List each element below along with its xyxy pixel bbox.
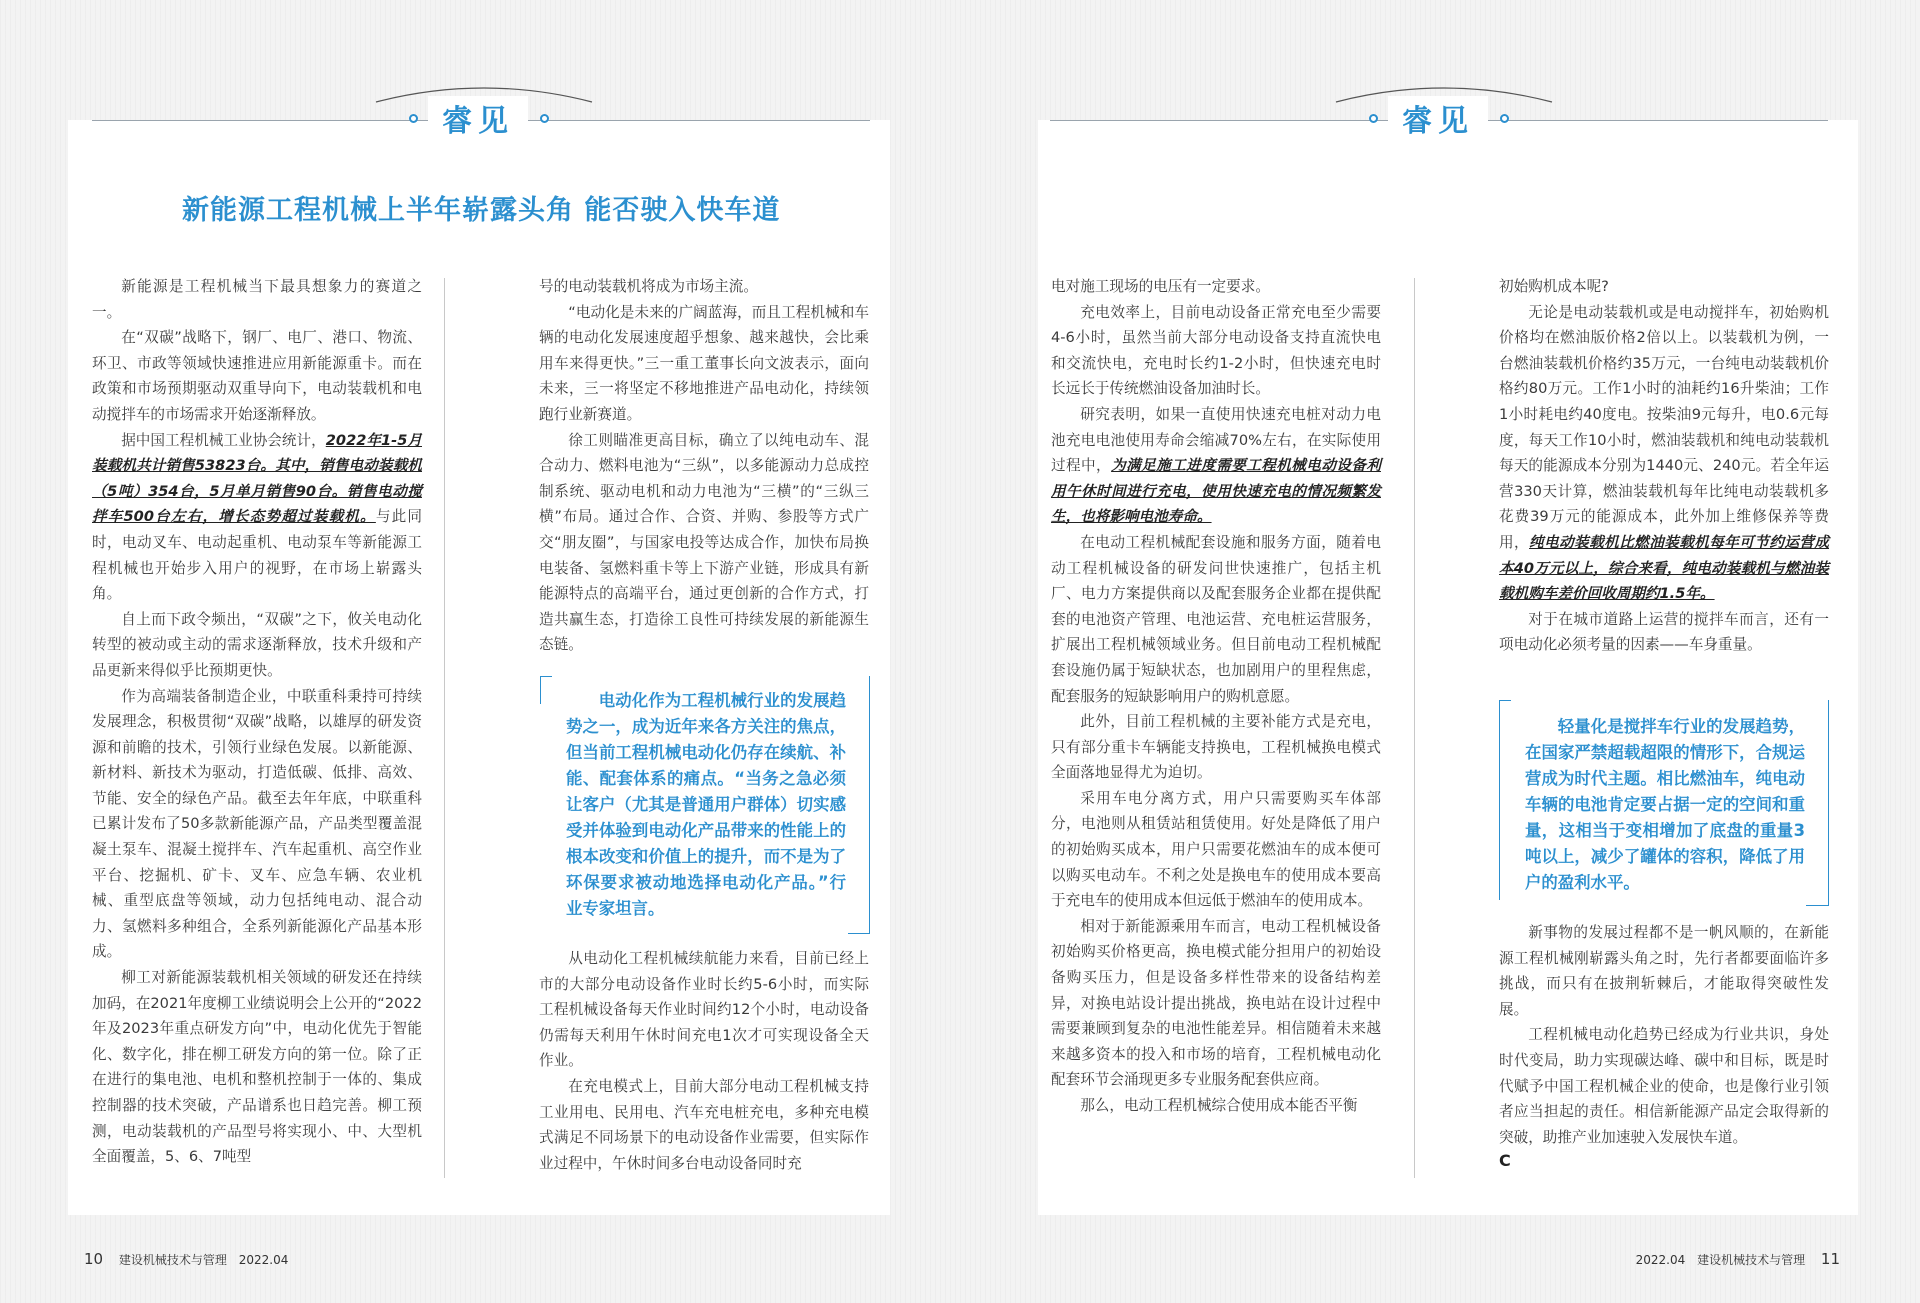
pull-quote-right <box>1499 712 1829 902</box>
pull-quote-left <box>540 686 870 934</box>
emphasis-text: 2022年1-5月装载机共计销售53823台。其中，销售电动装载机（5吨）354台，5月单月销售90台。销售电动搅拌车500台左右，增长态势超过装载机。 <box>92 431 422 526</box>
paragraph-text: 研究表明，如果一直使用快速充电桩对动力电池充电电池使用寿命会缩减70%左右，在实际使用过程中， <box>1051 405 1381 475</box>
paragraph-text: 采用车电分离方式，用户只需要购买车体部分，电池则从租赁站租赁使用。好处是降低了用户的初始购买成本，用户只需要花燃油车的成本便可以购买电动车。不利之处是换电车的使用成本要高于充电车的使用成本但远低于燃油车的使用成本。 <box>1051 789 1381 910</box>
left-section-label: 睿见 <box>428 96 528 140</box>
emphasis-text: 纯电动装载机比燃油装载机每年可节约运营成本40万元以上，综合来看，纯电动装载机与燃油装载机购车差价回收周期约1.5年。 <box>1499 533 1829 603</box>
emphasis-text: 为满足施工进度需要工程机械电动设备利用午休时间进行充电，使用快速充电的情况频繁发生，也将影响电池寿命。 <box>1051 457 1381 526</box>
paragraph-text: 号的电动装载机将成为市场主流。 <box>539 278 758 295</box>
quote-right-bracket-v1 <box>1499 700 1500 900</box>
right-section-label: 睿见 <box>1388 96 1488 140</box>
quote-left-bracket-h2 <box>848 933 870 934</box>
column-3 <box>1051 274 1381 1119</box>
left-page-number: 10 <box>84 1250 104 1268</box>
paragraph-text: 那么，电动工程机械综合使用成本能否平衡 <box>1080 1097 1358 1114</box>
pull-quote-left-text: 电动化作为工程机械行业的发展趋势之一，成为近年来各方关注的焦点，但当前工程机械电动化仍存在续航、补能、配套体系的痛点。“当务之急必须让客户（尤其是普通用户群体）切实感受并体验到电动化产品带来的性能上的根本改变和价值上的提升，而不是为了环保要求被动地选择电动化产品。”行业专家坦言。 <box>566 691 846 918</box>
quote-left-bracket-v2 <box>869 676 870 934</box>
quote-right-bracket-h2 <box>1806 905 1829 906</box>
left-issue: 2022.04 <box>238 1253 289 1267</box>
left-header-dot-r <box>540 114 549 123</box>
paragraph <box>1051 786 1381 914</box>
paragraph <box>539 946 869 1074</box>
paragraph-text: 在充电模式上，目前大部分电动工程机械支持工业用电、民用电、汽车充电桩充电，多种充电模式满足不同场景下的电动设备作业需要，但实际作业过程中，午休时间多台电动设备同时充 <box>539 1077 869 1172</box>
left-folio <box>84 1250 288 1268</box>
paragraph <box>539 1074 869 1176</box>
left-magazine-name: 建设机械技术与管理 <box>118 1253 227 1267</box>
column-1 <box>92 274 422 1170</box>
right-magazine-name: 建设机械技术与管理 <box>1697 1253 1806 1267</box>
paragraph <box>92 607 422 684</box>
paragraph <box>539 274 869 300</box>
paragraph <box>1499 607 1829 658</box>
paragraph-text: 工程机械电动化趋势已经成为行业共识，身处时代变局，助力实现碳达峰、碳中和目标，既是时代赋予中国工程机械企业的使命，也是像行业引领者应当担起的责任。相信新能源产品定会取得新的突破，助推产业加速驶入发展快车道。 <box>1499 1026 1829 1146</box>
paragraph <box>1051 274 1381 300</box>
paragraph <box>92 325 422 427</box>
paragraph <box>92 965 422 1170</box>
paragraph-text: 新能源是工程机械当下最具想象力的赛道之一。 <box>92 278 422 321</box>
paragraph-text: 与此同时，电动叉车、电动起重机、电动泵车等新能源工程机械也开始步入用户的视野，在市场上崭露头角。 <box>92 508 422 603</box>
right-header-dot-r <box>1500 114 1509 123</box>
left-column-rule <box>444 278 445 1178</box>
paragraph-text: 无论是电动装载机或是电动搅拌车，初始购机价格均在燃油版价格2倍以上。以装载机为例，一台燃油装载机价格约35万元，一台纯电动装载机价格约80万元。工作1小时的油耗约16升柴油；工作1小时耗电约40度电。按柴油9元每升，电0.6元每度，每天工作10小时，燃油装载机和纯电动装载机每天的能源成本分别为1440元、240元。若全年运营330天计算，燃油装载机每年比纯电动装载机多花费39万元的能源成本，此外加上维修保养等费用， <box>1499 303 1829 551</box>
right-folio <box>1636 1250 1840 1268</box>
right-column-rule <box>1414 278 1415 1178</box>
right-issue: 2022.04 <box>1635 1253 1686 1267</box>
paragraph-text: 柳工对新能源装载机相关领域的研发还在持续加码，在2021年度柳工业绩说明会上公开的“2022年及2023年重点研发方向”中，电动化优先于智能化、数字化，排在柳工研发方向的第一位。除了正在进行的集电池、电机和整机控制于一体的、集成控制器的技术突破，产品谱系也日趋完善。柳工预测，电动装载机的产品型号将实现小、中、大型机全面覆盖，5、6、7吨型 <box>92 969 422 1166</box>
paragraph-text: 在电动工程机械配套设施和服务方面，随着电动工程机械设备的研发问世快速推广，包括主机厂、电力方案提供商以及配套服务企业都在提供配套的电池资产管理、电池运营、充电桩运营服务，扩展出工程机械领域业务。但目前电动工程机械配套设施仍属于短缺状态，也加剧用户的里程焦虑，配套服务的短缺影响用户的购机意愿。 <box>1051 533 1381 705</box>
quote-left-bracket-v1 <box>540 676 541 704</box>
paragraph-text: 初始购机成本呢? <box>1499 278 1609 295</box>
end-mark-icon: C <box>1499 1151 1511 1170</box>
right-header-dot-l <box>1369 114 1378 123</box>
paragraph <box>1051 709 1381 786</box>
paragraph <box>1499 1022 1829 1150</box>
paragraph-text: “电动化是未来的广阔蓝海，而且工程机械和车辆的电动化发展速度超乎想象、越来越快，会比乘用车来得更快。”三一重工董事长向文波表示，面向未来，三一将坚定不移地推进产品电动化，持续领跑行业新赛道。 <box>539 303 869 423</box>
paragraph-text: 据中国工程机械工业协会统计， <box>121 431 326 449</box>
paragraph <box>1051 402 1381 530</box>
column-4-continued <box>1499 920 1829 1150</box>
paragraph <box>539 300 869 428</box>
paragraph <box>1051 300 1381 402</box>
paragraph-text: 对于在城市道路上运营的搅拌车而言，还有一项电动化必须考量的因素——车身重量。 <box>1499 610 1829 654</box>
column-4 <box>1499 274 1829 658</box>
paragraph-text: 充电效率上，目前电动设备正常充电至少需要4-6小时，虽然当前大部分电动设备支持直流快电和交流快电，充电时长约1-2小时，但快速充电时长远长于传统燃油设备加油时长。 <box>1051 303 1381 398</box>
paragraph-text: 电对施工现场的电压有一定要求。 <box>1051 278 1270 295</box>
paragraph <box>1499 274 1829 300</box>
quote-right-bracket-v2 <box>1828 700 1829 906</box>
right-page-number: 11 <box>1820 1250 1840 1268</box>
paragraph-text: 从电动化工程机械续航能力来看，目前已经上市的大部分电动设备作业时长约5-6小时，而实际工程机械设备每天作业时间约12个小时，电动设备仍需每天利用午休时间充电1次才可实现设备全天作业。 <box>539 950 869 1070</box>
column-2-continued <box>539 946 869 1176</box>
paragraph <box>1499 920 1829 1022</box>
paragraph <box>1051 914 1381 1093</box>
paragraph-text: 作为高端装备制造企业，中联重科秉持可持续发展理念，积极贯彻“双碳”战略，以雄厚的研发资源和前瞻的技术，引领行业绿色发展。以新能源、新材料、新技术为驱动，打造低碳、低排、高效、节能、安全的绿色产品。截至去年年底，中联重科已累计发布了50多款新能源产品，产品类型覆盖混凝土泵车、混凝土搅拌车、汽车起重机、高空作业平台、挖掘机、矿卡、叉车、应急车辆、农业机械、重型底盘等领域，动力包括纯电动、混合动力、氢燃料多种组合，全系列新能源化产品基本形成。 <box>92 687 422 961</box>
paragraph-text: 自上而下政令频出，“双碳”之下，攸关电动化转型的被动或主动的需求逐渐释放，技术升级和产品更新来得似乎比预期更快。 <box>92 610 422 679</box>
paragraph <box>92 684 422 966</box>
quote-right-bracket-h1 <box>1499 700 1511 701</box>
paragraph <box>539 428 869 658</box>
paragraph <box>92 428 422 607</box>
paragraph <box>92 274 422 325</box>
article-headline: 新能源工程机械上半年崭露头角 能否驶入快车道 <box>182 195 781 226</box>
column-2 <box>539 274 869 658</box>
paragraph-text: 新事物的发展过程都不是一帆风顺的，在新能源工程机械刚崭露头角之时，先行者都要面临许多挑战，而只有在披荆斩棘后，才能取得突破性发展。 <box>1499 924 1829 1018</box>
paragraph <box>1499 300 1829 607</box>
quote-left-bracket-h1 <box>540 676 552 677</box>
pull-quote-right-text: 轻量化是搅拌车行业的发展趋势，在国家严禁超载超限的情形下，合规运营成为时代主题。相比燃油车，纯电动车辆的电池肯定要占据一定的空间和重量，这相当于变相增加了底盘的重量3吨以上，减少了罐体的容积，降低了用户的盈利水平。 <box>1525 717 1805 892</box>
paragraph-text: 此外，目前工程机械的主要补能方式是充电，只有部分重卡车辆能支持换电，工程机械换电模式全面落地显得尤为迫切。 <box>1051 713 1381 782</box>
left-header-dot-l <box>409 114 418 123</box>
paragraph-text: 徐工则瞄准更高目标，确立了以纯电动车、混合动力、燃料电池为“三纵”，以多能源动力总成控制系统、驱动电机和动力电池为“三横”的“三纵三横”布局。通过合作、合资、并购、参股等方式广交“朋友圈”，与国家电投等达成合作，加快布局换电装备、氢燃料重卡等上下游产业链，形成具有新能源特点的高端平台，通过更创新的合作方式，打造共赢生态，打造徐工良性可持续发展的新能源生态链。 <box>539 431 869 654</box>
paragraph <box>1051 530 1381 709</box>
paragraph-text: 在“双碳”战略下，钢厂、电厂、港口、物流、环卫、市政等领域快速推进应用新能源重卡。而在政策和市场预期驱动双重导向下，电动装载机和电动搅拌车的市场需求开始逐渐释放。 <box>92 329 422 423</box>
paragraph-text: 相对于新能源乘用车而言，电动工程机械设备初始购买价格更高，换电模式能分担用户的初始设备购买压力，但是设备多样性带来的设备结构差异，对换电站设计提出挑战，换电站在设计过程中需要兼顾到复杂的电池性能差异。相信随着未来越来越多资本的投入和市场的培育，工程机械电动化配套环节会涌现更多专业服务配套供应商。 <box>1051 917 1381 1089</box>
paragraph <box>1051 1093 1381 1119</box>
